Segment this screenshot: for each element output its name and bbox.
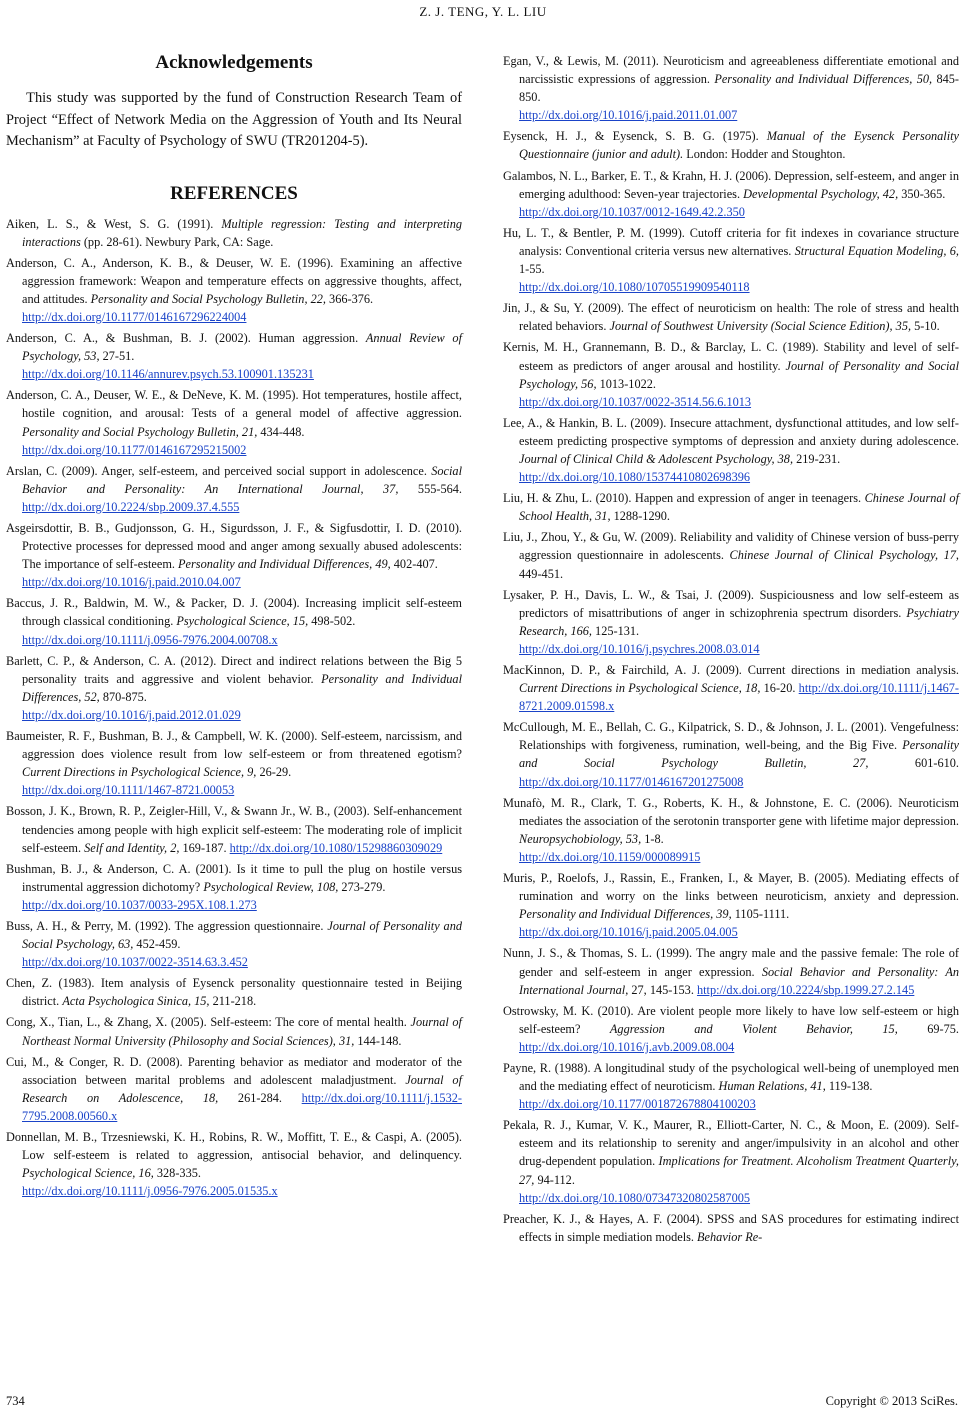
reference-entry: [503, 1002, 959, 1056]
reference-text: Kernis, M. H., Grannemann, B. D., & Barclay, L. C. (1989). Stability and level of self-esteem as predictors of anger arousal and hostility.: [503, 340, 959, 373]
reference-text: Nunn, J. S., & Thomas, S. L. (1999). The angry male and the passive female: The role of gender and self-esteem in anger expression.: [503, 946, 959, 979]
doi-link[interactable]: http://dx.doi.org/10.1111/j.0956-7976.2005.01535.x: [22, 1184, 278, 1199]
reference-text: Bosson, J. K., Brown, R. P., Zeigler-Hill, V., & Swann Jr., W. B., (2003). Self-enhancement tendencies among people with high explicit self-esteem: The moderating role of implicit self-esteem.: [6, 804, 462, 855]
reference-entry: [6, 519, 462, 591]
reference-source: Implications for Treatment. Alcoholism Treatment Quarterly, 27,: [519, 1154, 959, 1187]
doi-link[interactable]: http://dx.doi.org/10.1080/15298860309029: [229, 840, 443, 855]
reference-text: Liu, J., Zhou, Y., & Gu, W. (2009). Reliability and validity of Chinese version of buss-perry aggression questionnaire in adolescents.: [503, 530, 959, 563]
reference-entry: [6, 1013, 462, 1049]
doi-link[interactable]: http://dx.doi.org/10.1159/000089915: [519, 849, 701, 864]
reference-pages: 366-376.: [325, 291, 374, 306]
doi-link[interactable]: http://dx.doi.org/10.1111/1467-8721.00053: [22, 783, 235, 798]
reference-entry: [503, 718, 959, 790]
reference-pages: 144-148.: [354, 1033, 402, 1048]
reference-pages: 498-502.: [308, 614, 356, 629]
reference-text: Egan, V., & Lewis, M. (2011). Neuroticism and agreeableness differentiate emotional and narcissistic expressions of aggression.: [503, 54, 959, 87]
reference-text: Baumeister, R. F., Bushman, B. J., & Campbell, W. K. (2000). Self-esteem, narcissism, and aggression does violence result from low self-esteem or from threatened egotism?: [6, 729, 462, 762]
reference-text: Barlett, C. P., & Anderson, C. A. (2012). Direct and indirect relations between the Big 5 personality traits and aggressive and violent behavior.: [6, 653, 462, 686]
reference-pages: 219-231.: [793, 451, 841, 466]
doi-link[interactable]: http://dx.doi.org/10.1080/07347320802587005: [519, 1190, 751, 1205]
reference-source: Personality and Individual Differences, 39,: [519, 907, 732, 922]
reference-entry: [6, 652, 462, 724]
reference-text: Cui, M., & Conger, R. D. (2008). Parenting behavior as mediator and moderator of the association between marital problems and adolescent maladjustment.: [6, 1054, 462, 1087]
reference-source: Behavior Re-: [697, 1229, 763, 1244]
page-number: 734: [6, 1394, 25, 1408]
reference-source: Social Behavior and Personality: An International Journal, 37,: [22, 463, 462, 496]
reference-pages: 69-75.: [897, 1021, 959, 1036]
reference-source: Personality and Social Psychology Bulletin, 21,: [22, 424, 258, 439]
reference-entry: [503, 1116, 959, 1206]
reference-source: Journal of Southwest University (Social Science Edition), 35,: [609, 319, 912, 334]
reference-entry: [6, 917, 462, 971]
doi-link[interactable]: http://dx.doi.org/10.1037/0022-3514.56.6.1013: [519, 394, 752, 409]
reference-entry: [6, 462, 462, 516]
reference-entry: [6, 1128, 462, 1200]
reference-pages: 27-51.: [99, 349, 135, 364]
reference-pages: 119-138.: [825, 1079, 873, 1094]
reference-text: Hu, L. T., & Bentler, P. M. (1999). Cutoff criteria for fit indexes in covariance structure analysis: Conventional criteria versus new alternatives.: [503, 225, 959, 258]
reference-pages: 452-459.: [133, 937, 181, 952]
reference-text: Bushman, B. J., & Anderson, C. A. (2001). Is it time to pull the plug on hostile versus instrumental aggression dichotomy?: [6, 861, 462, 894]
reference-source: Personality and Individual Differences, 52,: [22, 671, 462, 704]
reference-pages: 1-8.: [641, 831, 664, 846]
doi-link[interactable]: http://dx.doi.org/10.1177/0146167296224004: [22, 309, 247, 324]
reference-text: Asgeirsdottir, B. B., Gudjonsson, G. H., Sigurdsson, J. F., & Sigfusdottir, I. D. (2010). Protective processes for depressed mood and anger among sexually abused adolescents: The importance of self-esteem.: [6, 521, 462, 572]
reference-source: Personality and Individual Differences, 50,: [714, 72, 933, 87]
doi-link[interactable]: http://dx.doi.org/10.1111/j.0956-7976.2004.00708.x: [22, 632, 278, 647]
reference-pages: 350-365.: [898, 186, 946, 201]
acknowledgements-body: This study was supported by the fund of Construction Research Team of Project “Effect of Network Media on the Aggression of Youth and Its Neural Mechanism” at Faculty of Psychology of SWU (TR201204-5).: [6, 90, 462, 149]
reference-pages: 870-875.: [99, 689, 147, 704]
doi-link[interactable]: http://dx.doi.org/10.1016/j.psychres.2008.03.014: [519, 641, 760, 656]
doi-link[interactable]: http://dx.doi.org/10.2224/sbp.2009.37.4.555: [22, 499, 240, 514]
reference-text: Anderson, C. A., Deuser, W. E., & DeNeve, K. M. (1995). Hot temperatures, hostile affect, hostile cognition, and arousal: Tests of a general model of affective aggression.: [6, 388, 462, 421]
reference-source: Self and Identity, 2,: [84, 840, 180, 855]
reference-entry: [6, 1053, 462, 1125]
reference-pages: 449-451.: [519, 566, 564, 581]
reference-source: Current Directions in Psychological Science, 18,: [519, 681, 761, 696]
doi-link[interactable]: http://dx.doi.org/10.1016/j.paid.2005.04.005: [519, 925, 738, 940]
reference-text: Cong, X., Tian, L., & Zhang, X. (2005). Self-esteem: The core of mental health.: [6, 1015, 411, 1030]
reference-entry: [6, 254, 462, 326]
reference-source: Aggression and Violent Behavior, 15,: [609, 1021, 898, 1036]
reference-pages: 211-218.: [209, 994, 257, 1009]
reference-source: Journal of Research on Adolescence, 18,: [22, 1072, 462, 1105]
reference-entry: [6, 974, 462, 1010]
reference-source: Personality and Social Psychology Bulletin, 22,: [90, 291, 326, 306]
doi-link[interactable]: http://dx.doi.org/10.1080/10705519909540118: [519, 280, 750, 295]
reference-entry: [503, 414, 959, 486]
reference-entry: [503, 338, 959, 410]
reference-pages: 1013-1022.: [596, 376, 656, 391]
reference-pages: 125-131.: [591, 623, 640, 638]
reference-entry: [6, 594, 462, 648]
reference-text: Muris, P., Roelofs, J., Rassin, E., Franken, I., & Mayer, B. (2005). Mediating effects of rumination and worry on the links between neuroticism, anxiety and depression.: [503, 871, 959, 904]
reference-entry: [503, 1059, 959, 1113]
reference-source: Journal of Personality and Social Psychology, 56,: [519, 358, 959, 391]
doi-link[interactable]: http://dx.doi.org/10.2224/sbp.1999.27.2.145: [696, 982, 915, 997]
reference-pages: 16-20.: [760, 681, 799, 696]
reference-entry: [503, 489, 959, 525]
reference-pages: 555-564.: [398, 481, 462, 496]
reference-entry: [503, 224, 959, 296]
reference-source: Psychological Review, 108,: [203, 879, 339, 894]
reference-text: Galambos, N. L., Barker, E. T., & Krahn, H. J. (2006). Depression, self-esteem, and anger in emerging adulthood: Seven-year trajectories.: [503, 168, 959, 201]
reference-text: Jin, J., & Su, Y. (2009). The effect of neuroticism on health: The role of stress and health related behaviors.: [503, 301, 959, 334]
reference-source: Current Directions in Psychological Science, 9,: [22, 765, 257, 780]
reference-source: Chinese Journal of School Health, 31,: [519, 491, 959, 524]
reference-source: Acta Psychologica Sinica, 15,: [62, 994, 210, 1009]
reference-entry: [6, 215, 462, 251]
reference-text: Chen, Z. (1983). Item analysis of Eysenck personality questionnaire tested in Beijing district.: [6, 976, 462, 1009]
reference-source: Social Behavior and Personality: An International Journal: [519, 964, 960, 997]
reference-entry: [503, 869, 959, 941]
reference-text: Baccus, J. R., Baldwin, M. W., & Packer, D. J. (2004). Increasing implicit self-esteem through classical conditioning.: [6, 596, 462, 629]
reference-source: Human Relations, 41,: [718, 1079, 826, 1094]
reference-source: Personality and Individual Differences, 49,: [178, 557, 391, 572]
reference-source: Multiple regression: Testing and interpreting interactions: [22, 216, 462, 249]
reference-text: Lee, A., & Hankin, B. L. (2009). Insecure attachment, dysfunctional attitudes, and low self-esteem predicting prospective symptoms of depression and anxiety during adolescence.: [503, 415, 959, 448]
reference-text: Lysaker, P. H., Davis, L. W., & Tsai, J. (2009). Suspiciousness and low self-esteem as predictors of misattributions of anger in schizophrenia spectrum disorders.: [503, 587, 959, 620]
reference-pages: 273-279.: [338, 879, 386, 894]
reference-pages: 601-610.: [868, 756, 959, 771]
reference-source: Journal of Clinical Child & Adolescent Psychology, 38,: [519, 451, 794, 466]
reference-source: Neuropsychobiology, 53,: [519, 831, 642, 846]
reference-entry: [503, 1210, 959, 1246]
references-title: REFERENCES: [170, 182, 298, 204]
doi-link[interactable]: http://dx.doi.org/10.1111/j.1532-7795.2008.00560.x: [22, 1090, 462, 1123]
doi-link[interactable]: http://dx.doi.org/10.1037/0012-1649.42.2.350: [519, 204, 745, 219]
reference-text: Pekala, R. J., Kumar, V. K., Maurer, R., Elliott-Carter, N. C., & Moon, E. (2009). Self-esteem and its relationship to serenity and anger/impulsivity in an alcohol and other drug-dependent population.: [503, 1118, 959, 1169]
copyright-notice: Copyright © 2013 SciRes.: [825, 1394, 958, 1408]
reference-pages: 402-407.: [390, 557, 438, 572]
reference-entry: [503, 944, 959, 998]
reference-text: Anderson, C. A., Anderson, K. B., & Deuser, W. E. (1996). Examining an affective aggression framework: Weapon and temperature effects on aggressive thoughts, affect, and attitudes.: [6, 255, 462, 306]
reference-list-right: [503, 52, 959, 1246]
doi-link[interactable]: http://dx.doi.org/10.1037/0033-295X.108.1.273: [22, 897, 257, 912]
reference-source: Developmental Psychology, 42,: [743, 186, 899, 201]
reference-text: Liu, H. & Zhu, L. (2010). Happen and expression of anger in teenagers.: [503, 491, 865, 506]
reference-pages: 328-335.: [153, 1166, 201, 1181]
reference-text: Preacher, K. J., & Hayes, A. F. (2004). SPSS and SAS procedures for estimating indirect effects in simple mediation models.: [503, 1211, 959, 1244]
reference-source: Manual of the Eysenck Personality Questionnaire (junior and adult).: [519, 129, 959, 162]
doi-link[interactable]: http://dx.doi.org/10.1080/15374410802698396: [519, 470, 751, 485]
reference-pages: London: Hodder and Stoughton.: [683, 147, 846, 162]
reference-source: Psychological Science, 15,: [176, 614, 309, 629]
right-column: [503, 52, 959, 1249]
doi-link[interactable]: http://dx.doi.org/10.1177/0146167295215002: [22, 442, 247, 457]
reference-pages: 434-448.: [257, 424, 305, 439]
reference-pages: 1105-1111.: [731, 907, 790, 922]
reference-text: Anderson, C. A., & Bushman, B. J. (2002). Human aggression.: [6, 331, 366, 346]
reference-entry: [6, 860, 462, 914]
reference-pages: 261-284.: [218, 1090, 302, 1105]
doi-link[interactable]: http://dx.doi.org/10.1111/j.1467-8721.2009.01598.x: [519, 681, 959, 714]
reference-text: Buss, A. H., & Perry, M. (1992). The aggression questionnaire.: [6, 918, 328, 933]
acknowledgements-title: Acknowledgements: [155, 52, 313, 73]
reference-text: Donnellan, M. B., Trzesniewski, K. H., Robins, R. W., Moffitt, T. E., & Caspi, A. (2005). Low self-esteem is related to aggression, antisocial behavior, and delinquency.: [6, 1130, 462, 1163]
reference-list-left: [6, 215, 462, 1201]
doi-link[interactable]: http://dx.doi.org/10.1177/001872678804100203: [519, 1097, 756, 1112]
doi-link[interactable]: http://dx.doi.org/10.1016/j.paid.2012.01.029: [22, 707, 241, 722]
reference-entry: [503, 299, 959, 335]
reference-text: Ostrowsky, M. K. (2010). Are violent people more likely to have low self-esteem or high self-esteem?: [503, 1003, 959, 1036]
reference-source: Journal of Northeast Normal University (Philosophy and Social Sciences), 31,: [22, 1015, 462, 1048]
reference-entry: [503, 127, 959, 163]
reference-entry: [503, 52, 959, 124]
reference-text: MacKinnon, D. P., & Fairchild, A. J. (2009). Current directions in mediation analysis.: [503, 663, 959, 677]
reference-entry: [503, 661, 959, 715]
doi-link[interactable]: http://dx.doi.org/10.1016/j.paid.2011.01.007: [519, 108, 738, 123]
reference-entry: [6, 329, 462, 383]
reference-source: Psychological Science, 16,: [22, 1166, 154, 1181]
reference-pages: 1-55.: [519, 262, 545, 277]
reference-pages: 169-187.: [179, 840, 230, 855]
reference-pages: 1288-1290.: [610, 509, 670, 524]
reference-text: Munafò, M. R., Clark, T. G., Roberts, K. H., & Johnstone, E. C. (2006). Neuroticism mediates the association of the serotonin transporter gene with lifetime major depression.: [503, 795, 959, 828]
reference-text: McCullough, M. E., Bellah, C. G., Kilpatrick, S. D., & Johnson, J. L. (2001). Vengefulness: Relationships with forgiveness, rumination, well-being, and the Big Five.: [503, 720, 959, 753]
reference-pages: 845-850.: [519, 72, 959, 105]
doi-link[interactable]: http://dx.doi.org/10.1016/j.paid.2010.04.007: [22, 575, 241, 590]
reference-source: Psychiatry Research, 166,: [519, 605, 959, 638]
reference-source: Structural Equation Modeling, 6,: [794, 243, 959, 258]
left-column: [6, 50, 462, 1203]
reference-pages: 5-10.: [911, 319, 940, 334]
reference-pages: 26-29.: [256, 765, 292, 780]
reference-entry: [6, 802, 462, 856]
reference-text: Arslan, C. (2009). Anger, self-esteem, and perceived social support in adolescence.: [6, 463, 432, 478]
doi-link[interactable]: http://dx.doi.org/10.1146/annurev.psych.53.100901.135231: [22, 367, 314, 382]
reference-pages: , 27, 145-153.: [625, 982, 697, 997]
doi-link[interactable]: http://dx.doi.org/10.1177/0146167201275008: [519, 774, 744, 789]
reference-text: Eysenck, H. J., & Eysenck, S. B. G. (1975).: [503, 129, 767, 144]
reference-text: Payne, R. (1988). A longitudinal study of the psychological well-being of unemployed men and the mediating effect of neuroticism.: [503, 1060, 959, 1094]
reference-pages: 94-112.: [534, 1172, 575, 1187]
reference-entry: [503, 794, 959, 866]
reference-entry: [6, 386, 462, 458]
reference-entry: [503, 528, 959, 582]
reference-source: Personality and Social Psychology Bulletin, 27,: [519, 738, 959, 771]
doi-link[interactable]: http://dx.doi.org/10.1037/0022-3514.63.3.452: [22, 955, 248, 970]
reference-source: Journal of Personality and Social Psychology, 63,: [22, 918, 462, 952]
reference-entry: [6, 727, 462, 799]
reference-pages: (pp. 28-61). Newbury Park, CA: Sage.: [80, 234, 274, 249]
doi-link[interactable]: http://dx.doi.org/10.1016/j.avb.2009.08.004: [519, 1039, 735, 1054]
reference-source: Annual Review of Psychology, 53,: [22, 331, 462, 364]
reference-entry: [503, 586, 959, 658]
reference-entry: [503, 167, 959, 221]
reference-source: Chinese Journal of Clinical Psychology, 17,: [729, 548, 959, 563]
reference-text: Aiken, L. S., & West, S. G. (1991).: [6, 216, 222, 231]
running-head: Z. J. TENG, Y. L. LIU: [419, 4, 547, 19]
